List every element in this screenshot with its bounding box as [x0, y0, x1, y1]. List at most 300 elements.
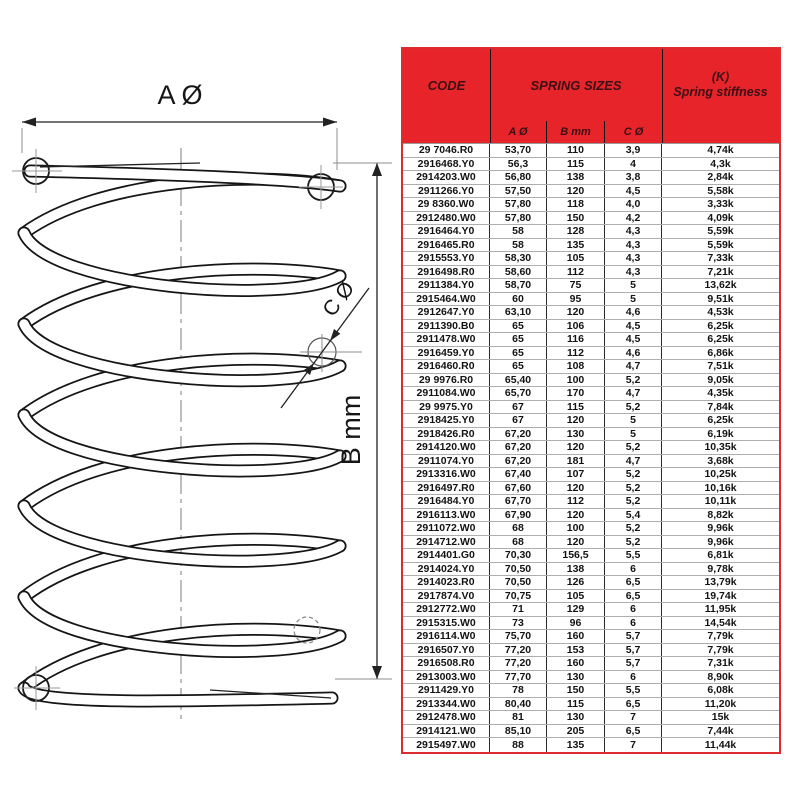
- cell-b-length: 112: [547, 266, 605, 279]
- cell-a-diameter: 75,70: [490, 630, 547, 643]
- cell-a-diameter: 67: [490, 414, 547, 427]
- cell-c-diameter: 4,6: [605, 347, 662, 360]
- cell-c-diameter: 5: [605, 279, 662, 292]
- cell-a-diameter: 67,70: [490, 495, 547, 508]
- cell-b-length: 150: [547, 684, 605, 697]
- cell-stiffness: 10,35k: [704, 441, 737, 453]
- table-row: [403, 576, 779, 590]
- cell-b-length: 105: [547, 590, 605, 603]
- spring-coils: [24, 171, 340, 701]
- cell-c-diameter: 5,7: [605, 657, 662, 670]
- cell-stiffness: 13,79k: [704, 576, 737, 588]
- cell-c-diameter: 4,6: [605, 306, 662, 319]
- cell-a-diameter: 71: [490, 603, 547, 616]
- table-row: [403, 536, 779, 550]
- cell-a-diameter: 67,20: [490, 441, 547, 454]
- cell-a-diameter: 67,60: [490, 482, 547, 495]
- cell-code: 2913344.W0: [403, 698, 490, 711]
- cell-a-diameter: 65,70: [490, 387, 547, 400]
- cell-b-length: 130: [547, 711, 605, 724]
- cell-b-length: 75: [547, 279, 605, 292]
- cell-b-length: 105: [547, 252, 605, 265]
- cell-b-length: 130: [547, 671, 605, 684]
- cell-b-length: 120: [547, 414, 605, 427]
- dimension-a: [22, 80, 337, 170]
- cell-b-length: 96: [547, 617, 605, 630]
- cell-code: 2914023.R0: [403, 576, 490, 589]
- table-row: [403, 603, 779, 617]
- table-row: [403, 374, 779, 388]
- cell-stiffness: 6,25k: [707, 414, 734, 426]
- table-row: [403, 414, 779, 428]
- cell-a-diameter: 56,80: [490, 171, 547, 184]
- table-row: [403, 738, 779, 752]
- label-b-length: B mm: [336, 394, 366, 466]
- cell-b-length: 129: [547, 603, 605, 616]
- cell-code: 2913316.W0: [403, 468, 490, 481]
- cell-stiffness: 6,08k: [707, 684, 734, 696]
- cell-a-diameter: 67: [490, 401, 547, 414]
- cell-stiffness: 11,44k: [704, 738, 737, 751]
- cell-code: 2916508.R0: [403, 657, 490, 670]
- table-row: [403, 711, 779, 725]
- cell-stiffness: 9,96k: [707, 535, 734, 548]
- header-divider: [662, 49, 663, 143]
- cell-a-diameter: 77,20: [490, 644, 547, 657]
- cell-code: 2915553.Y0: [403, 252, 490, 265]
- dimension-c: [281, 277, 369, 408]
- header-stiffness-k: (K): [711, 70, 730, 84]
- table-row: [403, 266, 779, 280]
- table-row: [403, 617, 779, 631]
- cell-code: 29 8360.W0: [403, 198, 490, 211]
- cell-a-diameter: 57,50: [490, 185, 547, 198]
- cell-a-diameter: 58: [490, 239, 547, 252]
- table-header: [403, 49, 779, 143]
- table-row: [403, 198, 779, 212]
- table-row: [403, 495, 779, 509]
- cell-b-length: 120: [547, 185, 605, 198]
- cell-stiffness: 10,11k: [704, 495, 737, 507]
- cell-c-diameter: 4,3: [605, 266, 662, 279]
- cell-b-length: 135: [547, 239, 605, 252]
- cell-stiffness: 7,79k: [707, 630, 734, 642]
- cell-c-diameter: 4,5: [605, 320, 662, 333]
- cell-a-diameter: 68: [490, 522, 547, 535]
- cell-code: 2916468.Y0: [403, 158, 490, 171]
- cell-code: 2914712.W0: [403, 536, 490, 549]
- cell-code: 2915464.W0: [403, 293, 490, 306]
- cell-code: 2916484.Y0: [403, 495, 490, 508]
- cell-b-length: 106: [547, 320, 605, 333]
- table-row: [403, 144, 779, 158]
- cell-b-length: 205: [547, 725, 605, 738]
- cell-a-diameter: 67,40: [490, 468, 547, 481]
- cell-b-length: 120: [547, 482, 605, 495]
- cell-a-diameter: 78: [490, 684, 547, 697]
- cell-stiffness: 15k: [711, 711, 730, 723]
- cell-c-diameter: 7: [605, 738, 662, 752]
- cell-b-length: 118: [547, 198, 605, 211]
- table-row: [403, 684, 779, 698]
- cell-b-length: 108: [547, 360, 605, 373]
- cell-code: 2914120.W0: [403, 441, 490, 454]
- cell-a-diameter: 65: [490, 360, 547, 373]
- header-stiffness-text: Spring stiffness: [673, 85, 768, 99]
- cell-b-length: 115: [547, 698, 605, 711]
- cell-a-diameter: 58,70: [490, 279, 547, 292]
- cell-c-diameter: 3,9: [605, 144, 662, 157]
- cell-b-length: 110: [547, 144, 605, 157]
- cell-c-diameter: 6: [605, 563, 662, 576]
- cell-a-diameter: 88: [490, 738, 547, 752]
- table-row: [403, 482, 779, 496]
- cell-code: 29 9976.R0: [403, 374, 490, 387]
- cell-code: 2911072.W0: [403, 522, 490, 535]
- cell-c-diameter: 6,5: [605, 725, 662, 738]
- cell-code: 2915497.W0: [403, 738, 490, 752]
- cell-stiffness: 4,3k: [710, 157, 731, 170]
- coil-strand: [24, 269, 340, 324]
- cell-b-length: 160: [547, 657, 605, 670]
- cell-a-diameter: 57,80: [490, 198, 547, 211]
- cell-c-diameter: 5,4: [605, 509, 662, 522]
- cell-code: 2916464.Y0: [403, 225, 490, 238]
- cell-code: 2914203.W0: [403, 171, 490, 184]
- cell-stiffness: 5,58k: [707, 184, 734, 197]
- cell-a-diameter: 63,10: [490, 306, 547, 319]
- table-row: [403, 657, 779, 671]
- table-row: [403, 630, 779, 644]
- cell-a-diameter: 65: [490, 333, 547, 346]
- cell-code: 2911478.W0: [403, 333, 490, 346]
- header-stiffness: [662, 49, 779, 121]
- cell-a-diameter: 58: [490, 225, 547, 238]
- cell-code: 2918425.Y0: [403, 414, 490, 427]
- coil-strand: [24, 629, 340, 688]
- cell-c-diameter: 5,7: [605, 644, 662, 657]
- cell-c-diameter: 5,2: [605, 522, 662, 535]
- table-row: [403, 441, 779, 455]
- header-spring-sizes: SPRING SIZES: [530, 77, 622, 93]
- table-row: [403, 455, 779, 469]
- cell-a-diameter: 60: [490, 293, 547, 306]
- cell-a-diameter: 81: [490, 711, 547, 724]
- cell-b-length: 100: [547, 522, 605, 535]
- cell-b-length: 107: [547, 468, 605, 481]
- table-row: [403, 387, 779, 401]
- cell-stiffness: 8,82k: [707, 508, 734, 521]
- cell-code: 2918426.R0: [403, 428, 490, 441]
- cell-b-length: 138: [547, 171, 605, 184]
- table-row: [403, 225, 779, 239]
- cell-b-length: 95: [547, 293, 605, 306]
- cell-c-diameter: 5,2: [605, 495, 662, 508]
- cell-c-diameter: 4,3: [605, 225, 662, 238]
- cell-c-diameter: 5: [605, 293, 662, 306]
- cell-c-diameter: 5: [605, 428, 662, 441]
- cell-stiffness: 11,20k: [704, 697, 737, 710]
- cell-code: 2912480.W0: [403, 212, 490, 225]
- arrowhead-right: [323, 118, 337, 127]
- cell-b-length: 156,5: [547, 549, 605, 562]
- cell-code: 2911266.Y0: [403, 185, 490, 198]
- cell-b-length: 112: [547, 347, 605, 360]
- cell-code: 2911384.Y0: [403, 279, 490, 292]
- cell-stiffness: 2,84k: [707, 171, 734, 183]
- cell-b-length: 100: [547, 374, 605, 387]
- dimension-b: [333, 163, 392, 679]
- cell-stiffness: 7,31k: [707, 657, 734, 669]
- cell-a-diameter: 70,75: [490, 590, 547, 603]
- cell-b-length: 126: [547, 576, 605, 589]
- label-a-diameter: A Ø: [157, 80, 203, 110]
- cell-stiffness: 5,59k: [707, 238, 734, 251]
- table-row: [403, 239, 779, 253]
- cell-c-diameter: 5,2: [605, 482, 662, 495]
- cell-b-length: 115: [547, 158, 605, 171]
- cell-code: 2914024.Y0: [403, 563, 490, 576]
- coil-strand: [24, 449, 340, 506]
- label-c-diameter: C Ø: [318, 277, 360, 321]
- coil-strand: [24, 359, 340, 415]
- cell-c-diameter: 6: [605, 603, 662, 616]
- table-row: [403, 158, 779, 172]
- cell-code: 2916465.R0: [403, 239, 490, 252]
- cell-code: 2911074.Y0: [403, 455, 490, 468]
- cell-code: 2916498.R0: [403, 266, 490, 279]
- cell-c-diameter: 5,2: [605, 441, 662, 454]
- cell-code: 2914121.W0: [403, 725, 490, 738]
- cell-stiffness: 6,81k: [707, 549, 734, 561]
- table-subheader: [490, 121, 662, 143]
- table-row: [403, 252, 779, 266]
- cell-a-diameter: 65: [490, 347, 547, 360]
- cell-a-diameter: 77,70: [490, 671, 547, 684]
- cell-stiffness: 4,53k: [707, 306, 734, 318]
- cell-stiffness: 9,96k: [707, 522, 734, 534]
- cell-c-diameter: 4,2: [605, 212, 662, 225]
- cell-b-length: 120: [547, 441, 605, 454]
- table-row: [403, 347, 779, 361]
- cell-c-diameter: 5,5: [605, 549, 662, 562]
- cell-b-length: 120: [547, 509, 605, 522]
- table-row: [403, 360, 779, 374]
- cell-stiffness: 7,79k: [707, 643, 734, 656]
- coil-strand: [24, 539, 340, 597]
- table-row: [403, 185, 779, 199]
- cell-a-diameter: 70,50: [490, 563, 547, 576]
- table-row: [403, 279, 779, 293]
- cell-c-diameter: 5,5: [605, 684, 662, 697]
- cell-stiffness: 13,62k: [704, 279, 737, 291]
- cell-code: 2916459.Y0: [403, 347, 490, 360]
- table-row: [403, 171, 779, 185]
- table-row: [403, 590, 779, 604]
- cell-c-diameter: 4,0: [605, 198, 662, 211]
- table-row: [403, 333, 779, 347]
- table-row: [403, 698, 779, 712]
- cell-a-diameter: 73: [490, 617, 547, 630]
- cell-c-diameter: 6,5: [605, 590, 662, 603]
- cell-b-length: 130: [547, 428, 605, 441]
- cell-code: 29 7046.R0: [403, 144, 490, 157]
- cell-stiffness: 4,35k: [707, 387, 734, 399]
- table-row: [403, 212, 779, 226]
- table-row: [403, 644, 779, 658]
- cell-stiffness: 7,51k: [707, 360, 734, 372]
- cell-code: 2916460.R0: [403, 360, 490, 373]
- cell-b-length: 150: [547, 212, 605, 225]
- cell-code: 2915315.W0: [403, 617, 490, 630]
- table-row: [403, 306, 779, 320]
- cell-a-diameter: 67,20: [490, 455, 547, 468]
- cell-a-diameter: 65,40: [490, 374, 547, 387]
- cell-a-diameter: 85,10: [490, 725, 547, 738]
- cell-code: 2912478.W0: [403, 711, 490, 724]
- cell-a-diameter: 65: [490, 320, 547, 333]
- cell-stiffness: 6,25k: [707, 319, 734, 332]
- cell-stiffness: 9,78k: [707, 562, 734, 575]
- arrowhead-bottom: [372, 666, 382, 679]
- cell-code: 2911390.B0: [403, 320, 490, 333]
- table-body: [403, 143, 779, 752]
- cell-stiffness: 6,86k: [707, 346, 734, 359]
- cell-c-diameter: 5,2: [605, 401, 662, 414]
- cell-stiffness: 6,19k: [707, 427, 734, 440]
- cell-a-diameter: 70,30: [490, 549, 547, 562]
- table-row: [403, 320, 779, 334]
- cell-a-diameter: 67,20: [490, 428, 547, 441]
- cell-c-diameter: 6: [605, 671, 662, 684]
- cell-a-diameter: 77,20: [490, 657, 547, 670]
- arrowhead-left: [22, 118, 36, 127]
- table-row: [403, 401, 779, 415]
- cell-c-diameter: 6: [605, 617, 662, 630]
- cell-stiffness: 19,74k: [704, 589, 737, 602]
- cell-code: 2911084.W0: [403, 387, 490, 400]
- cell-code: 29 9975.Y0: [403, 401, 490, 414]
- cell-stiffness: 7,33k: [707, 252, 734, 264]
- cell-c-diameter: 4,3: [605, 239, 662, 252]
- cell-a-diameter: 56,3: [490, 158, 547, 171]
- cell-c-diameter: 4,7: [605, 455, 662, 468]
- cell-b-length: 160: [547, 630, 605, 643]
- cell-stiffness: 14,54k: [704, 616, 737, 629]
- table-row: [403, 428, 779, 442]
- cell-code: 2916113.W0: [403, 509, 490, 522]
- cell-code: 2916507.Y0: [403, 644, 490, 657]
- table-row: [403, 468, 779, 482]
- cell-stiffness: 7,21k: [707, 265, 734, 278]
- cell-stiffness: 7,44k: [707, 724, 734, 737]
- spring-size-table: [401, 47, 781, 754]
- cell-a-diameter: 67,90: [490, 509, 547, 522]
- cell-c-diameter: 4,7: [605, 387, 662, 400]
- cell-a-diameter: 80,40: [490, 698, 547, 711]
- cell-b-length: 138: [547, 563, 605, 576]
- cell-stiffness: 7,84k: [707, 400, 734, 413]
- table-row: [403, 293, 779, 307]
- table-row: [403, 563, 779, 577]
- cell-c-diameter: 3,8: [605, 171, 662, 184]
- cell-b-length: 153: [547, 644, 605, 657]
- cell-c-diameter: 4,3: [605, 252, 662, 265]
- top-end-taper-line: [40, 163, 200, 167]
- cell-c-diameter: 6,5: [605, 576, 662, 589]
- subheader-b-length: B mm: [547, 121, 605, 143]
- cell-b-length: 181: [547, 455, 605, 468]
- subheader-c-diameter: C Ø: [623, 126, 644, 138]
- cell-c-diameter: 4,7: [605, 360, 662, 373]
- cell-c-diameter: 5,2: [605, 374, 662, 387]
- cell-a-diameter: 68: [490, 536, 547, 549]
- header-code: CODE: [427, 77, 466, 93]
- arrowhead-upper: [330, 329, 340, 341]
- cell-a-diameter: 58,60: [490, 266, 547, 279]
- cell-code: 2914401.G0: [403, 549, 490, 562]
- table-row: [403, 509, 779, 523]
- cell-stiffness: 9,51k: [707, 292, 734, 305]
- cell-a-diameter: 53,70: [490, 144, 547, 157]
- cell-stiffness: 9,05k: [707, 373, 734, 386]
- cell-b-length: 115: [547, 401, 605, 414]
- cell-c-diameter: 5,7: [605, 630, 662, 643]
- cell-stiffness: 6,25k: [707, 333, 734, 345]
- table-row: [403, 522, 779, 536]
- cell-stiffness: 3,68k: [707, 454, 734, 467]
- cell-stiffness: 10,16k: [704, 481, 737, 494]
- cell-c-diameter: 5,2: [605, 536, 662, 549]
- cell-code: 2912647.Y0: [403, 306, 490, 319]
- cell-stiffness: 4,74k: [707, 144, 734, 156]
- cell-b-length: 116: [547, 333, 605, 346]
- cell-c-diameter: 6,5: [605, 698, 662, 711]
- cell-c-diameter: 7: [605, 711, 662, 724]
- cell-b-length: 128: [547, 225, 605, 238]
- cell-code: 2916497.R0: [403, 482, 490, 495]
- cell-c-diameter: 4: [605, 158, 662, 171]
- table-row: [403, 725, 779, 739]
- cell-a-diameter: 70,50: [490, 576, 547, 589]
- cell-stiffness: 4,09k: [707, 211, 734, 224]
- cell-b-length: 120: [547, 536, 605, 549]
- cell-stiffness: 10,25k: [704, 468, 737, 480]
- cell-b-length: 135: [547, 738, 605, 752]
- wire-end-sections: [23, 158, 334, 701]
- cell-code: 2917874.V0: [403, 590, 490, 603]
- table-row: [403, 549, 779, 563]
- cell-b-length: 120: [547, 306, 605, 319]
- cell-c-diameter: 4,5: [605, 185, 662, 198]
- cell-b-length: 170: [547, 387, 605, 400]
- cell-stiffness: 3,33k: [707, 198, 734, 210]
- cell-stiffness: 5,59k: [707, 225, 734, 237]
- cell-code: 2911429.Y0: [403, 684, 490, 697]
- cell-code: 2913003.W0: [403, 671, 490, 684]
- cell-code: 2916114.W0: [403, 630, 490, 643]
- table-row: [403, 671, 779, 685]
- cell-code: 2912772.W0: [403, 603, 490, 616]
- cell-stiffness: 11,95k: [704, 603, 737, 615]
- cell-c-diameter: 5: [605, 414, 662, 427]
- arrowhead-top: [372, 163, 382, 176]
- cell-a-diameter: 57,80: [490, 212, 547, 225]
- cell-c-diameter: 4,5: [605, 333, 662, 346]
- cell-c-diameter: 5,2: [605, 468, 662, 481]
- subheader-a-diameter: A Ø: [490, 121, 547, 143]
- cell-a-diameter: 58,30: [490, 252, 547, 265]
